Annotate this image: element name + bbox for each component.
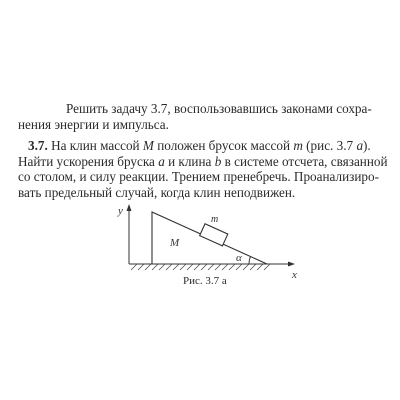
table-hatching (131, 264, 270, 270)
y-axis-label: y (118, 205, 123, 217)
wedge-mass-label: M (170, 237, 180, 249)
intro-line-1: Решить задачу 3.7, воспользовавшись законами сохра- (66, 101, 372, 116)
y-axis-arrow (127, 204, 132, 211)
block-mass-label: m (211, 214, 219, 225)
problem-number: 3.7. (28, 138, 48, 153)
x-axis-label: x (292, 269, 297, 281)
wedge-mass-symbol: M (142, 138, 154, 153)
problem-text-part: ). Найти ускорения бруска (18, 138, 371, 169)
problem-text-part: На клин массой (47, 138, 143, 153)
problem-text-part: (рис. 3.7 (302, 138, 357, 153)
angle-alpha-label: α (236, 252, 242, 264)
figure-caption: Рис. 3.7 а (183, 275, 227, 287)
problem-text-part: и клина (164, 153, 215, 169)
problem-text-part: положен брусок массой (153, 138, 294, 153)
problem-3-7-text (18, 138, 390, 200)
intro-paragraph (18, 101, 390, 132)
problem-text-part: в системе отсчета, связанной со столом, и силу реакции. Трением пренебречь. Проанализиро-вать предельный случай, когда клин неподвижен. (18, 153, 388, 200)
block-mass-symbol: m (293, 138, 303, 153)
wedge-acceleration-symbol: b (214, 153, 222, 169)
x-axis-arrow (288, 262, 295, 267)
block-acceleration-symbol: a (158, 153, 165, 169)
figure-letter: а (356, 138, 364, 153)
intro-line-2: нения энергии и импульса. (18, 116, 169, 132)
